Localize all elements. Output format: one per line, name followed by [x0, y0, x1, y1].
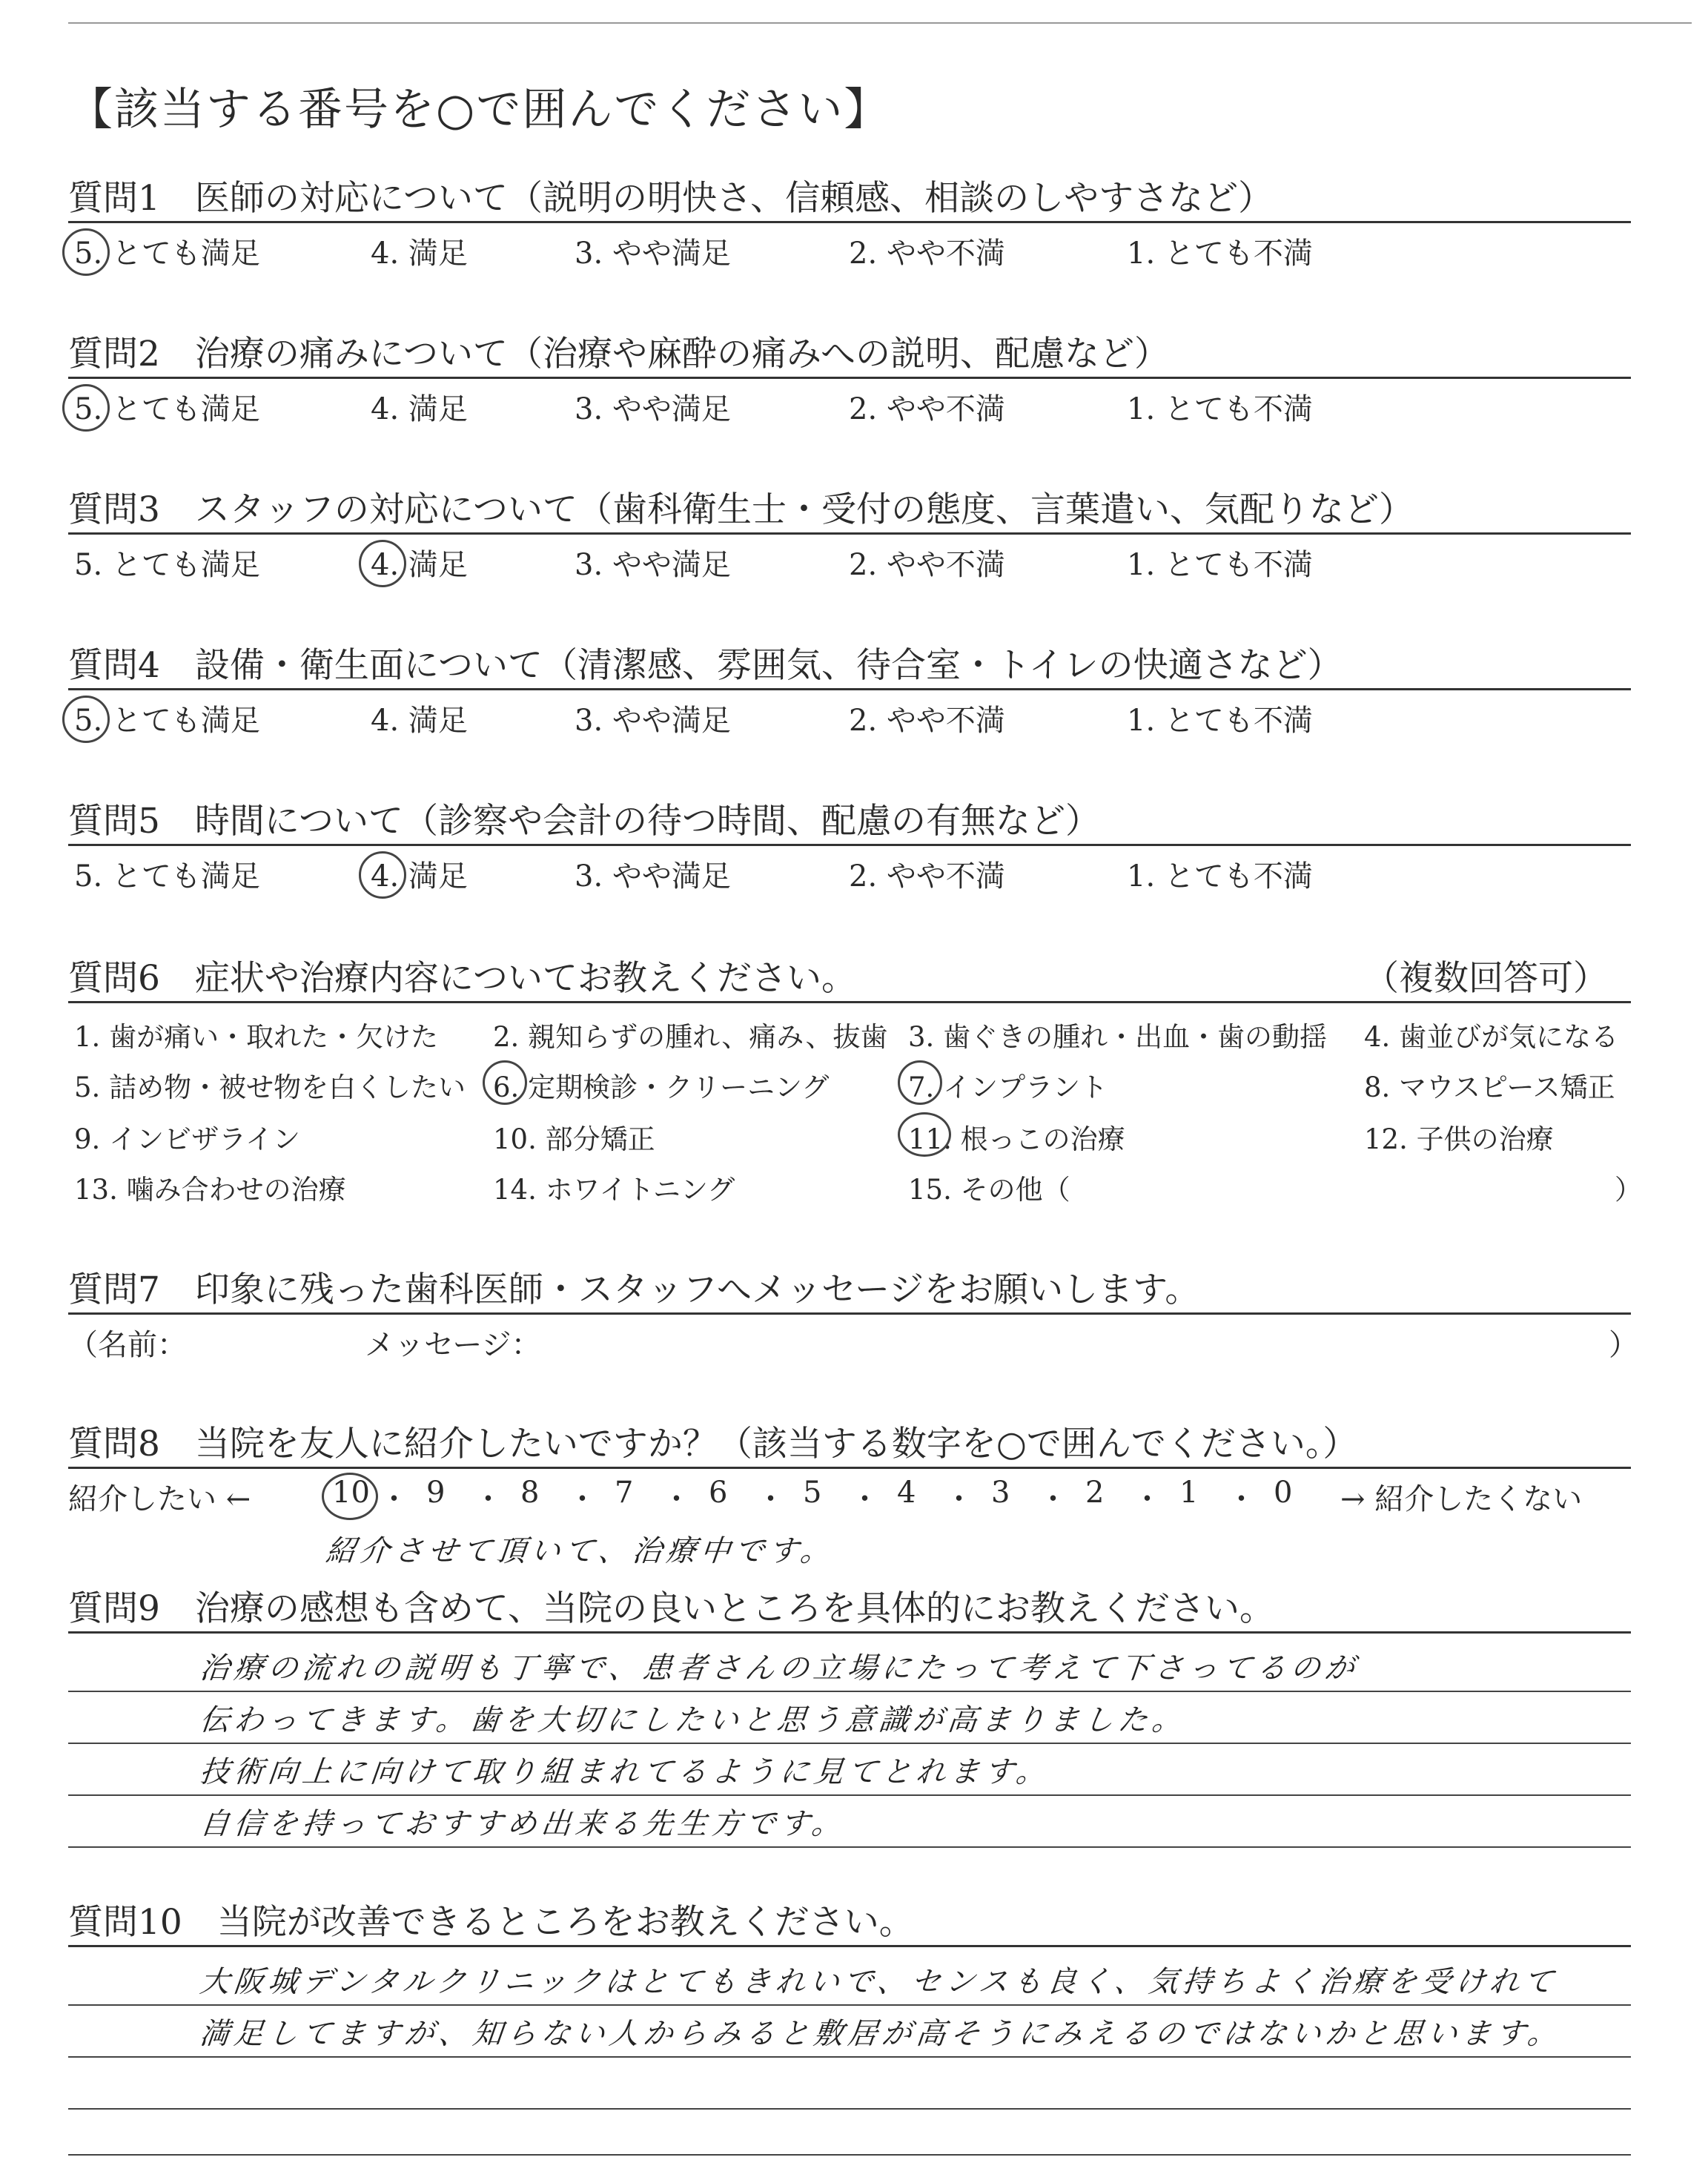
answer-ruled-line [68, 2154, 1631, 2156]
question-2-option-3[interactable]: 3. やや満足 [575, 392, 731, 426]
answer-ruled-line [68, 2004, 1631, 2006]
q8-scale-separator: ・ [850, 1482, 880, 1516]
question-3-option-4[interactable]: 4. 満足 [371, 548, 468, 582]
q6-option-14[interactable]: 14. ホワイトニング [493, 1174, 735, 1206]
q6-option-10[interactable]: 10. 部分矯正 [493, 1123, 655, 1155]
q8-scale-4[interactable]: 4 [897, 1476, 916, 1510]
q7-close: ） [1609, 1328, 1638, 1362]
q6-option-6[interactable]: 6. 定期検診・クリーニング [493, 1071, 830, 1103]
question-5-rule [68, 844, 1631, 846]
question-3-label: 質問3 スタッフの対応について（歯科衛生士・受付の態度、言葉遣い、気配りなど） [68, 489, 1414, 530]
question-4-option-3[interactable]: 3. やや満足 [575, 704, 731, 738]
q8-scale-2[interactable]: 2 [1085, 1476, 1105, 1510]
selection-circle [898, 1060, 942, 1105]
question-1-option-5[interactable]: 5. とても満足 [74, 237, 260, 271]
q6-option-5[interactable]: 5. 詰め物・被せ物を白くしたい [74, 1071, 466, 1103]
q7-rule [68, 1312, 1631, 1315]
q8-scale-5[interactable]: 5 [803, 1476, 822, 1510]
q8-scale-7[interactable]: 7 [615, 1476, 634, 1510]
question-5-option-1[interactable]: 1. とても不満 [1127, 859, 1313, 894]
question-1-option-3[interactable]: 3. やや満足 [575, 237, 731, 271]
question-4-rule [68, 688, 1631, 690]
q8-scale-3[interactable]: 3 [991, 1476, 1010, 1510]
q8-scale-separator: ・ [944, 1482, 974, 1516]
q6-option-7[interactable]: 7. インプラント [908, 1071, 1108, 1103]
question-2-option-4[interactable]: 4. 満足 [371, 392, 468, 426]
answer-ruled-line [68, 1743, 1631, 1744]
q9-rule [68, 1631, 1631, 1634]
q7-label: 質問7 印象に残った歯科医師・スタッフへメッセージをお願いします。 [68, 1269, 1200, 1310]
question-1-option-2[interactable]: 2. やや不満 [849, 237, 1005, 271]
question-4-option-5[interactable]: 5. とても満足 [74, 704, 260, 738]
q8-scale-separator: ・ [1038, 1482, 1068, 1516]
question-5-option-2[interactable]: 2. やや不満 [849, 859, 1005, 894]
question-4-option-4[interactable]: 4. 満足 [371, 704, 468, 738]
q8-handwritten: 紹介させて頂いて、治療中です。 [324, 1534, 837, 1568]
question-5-option-3[interactable]: 3. やや満足 [575, 859, 731, 894]
q10-label: 質問10 当院が改善できるところをお教えください。 [68, 1902, 914, 1943]
question-1-label: 質問1 医師の対応について（説明の明快さ、信頼感、相談のしやすさなど） [68, 178, 1274, 219]
answer-ruled-line [68, 2056, 1631, 2058]
q6-option-1[interactable]: 1. 歯が痛い・取れた・欠けた [74, 1021, 439, 1053]
question-2-rule [68, 377, 1631, 379]
q6-label: 質問6 症状や治療内容についてお教えください。 [68, 958, 856, 999]
q8-scale-separator: ・ [1226, 1482, 1257, 1516]
q6-option-13[interactable]: 13. 噛み合わせの治療 [74, 1174, 346, 1206]
q8-label: 質問8 当院を友人に紹介したいですか？（該当する数字を○で囲んでください。） [68, 1424, 1358, 1464]
question-1-rule [68, 221, 1631, 223]
q9-handwritten-line: 治療の流れの説明も丁寧で、患者さんの立場にたって考えて下さってるのが [198, 1651, 1361, 1685]
q9-handwritten-line: 伝わってきます。歯を大切にしたいと思う意識が高まりました。 [198, 1703, 1188, 1737]
q8-scale-6[interactable]: 6 [709, 1476, 728, 1510]
selection-circle [62, 228, 110, 276]
question-5-option-4[interactable]: 4. 満足 [371, 859, 468, 894]
q9-label: 質問9 治療の感想も含めて、当院の良いところを具体的にお教えください。 [68, 1588, 1274, 1629]
q8-scale-separator: ・ [379, 1482, 409, 1516]
q8-scale-separator: ・ [661, 1482, 692, 1516]
q8-scale-separator: ・ [567, 1482, 598, 1516]
selection-circle [62, 696, 110, 743]
q6-option-15[interactable]: 15. その他（ [908, 1174, 1070, 1206]
question-2-option-5[interactable]: 5. とても満足 [74, 392, 260, 426]
question-2-option-2[interactable]: 2. やや不満 [849, 392, 1005, 426]
q6-option-4[interactable]: 4. 歯並びが気になる [1364, 1021, 1619, 1053]
answer-ruled-line [68, 1846, 1631, 1848]
question-4-label: 質問4 設備・衛生面について（清潔感、雰囲気、待合室・トイレの快適さなど） [68, 645, 1343, 686]
question-3-option-1[interactable]: 1. とても不満 [1127, 548, 1313, 582]
question-3-option-5[interactable]: 5. とても満足 [74, 548, 260, 582]
q9-handwritten-line: 自信を持っておすすめ出来る先生方です。 [198, 1807, 848, 1841]
answer-ruled-line [68, 1691, 1631, 1692]
scan-top-edge [68, 22, 1692, 24]
q8-scale-10[interactable]: 10 [332, 1476, 370, 1510]
q8-rule [68, 1467, 1631, 1469]
selection-circle [359, 540, 406, 587]
q8-scale-0[interactable]: 0 [1274, 1476, 1293, 1510]
answer-ruled-line [68, 1794, 1631, 1796]
selection-circle [322, 1473, 378, 1520]
question-1-option-4[interactable]: 4. 満足 [371, 237, 468, 271]
page-title: 【該当する番号を○で囲んでください】 [68, 84, 890, 136]
selection-circle [359, 851, 406, 899]
q8-right-label: → 紹介したくない [1340, 1482, 1583, 1516]
q6-option-2[interactable]: 2. 親知らずの腫れ、痛み、抜歯 [493, 1021, 888, 1053]
q9-handwritten-line: 技術向上に向けて取り組まれてるように見てとれます。 [198, 1755, 1052, 1789]
q6-option-3[interactable]: 3. 歯ぐきの腫れ・出血・歯の動揺 [908, 1021, 1328, 1053]
question-4-option-2[interactable]: 2. やや不満 [849, 704, 1005, 738]
q8-scale-separator: ・ [473, 1482, 503, 1516]
q6-note: （複数回答可） [1364, 958, 1608, 999]
selection-circle [62, 384, 110, 432]
q6-other-close: ） [1615, 1174, 1642, 1206]
q8-scale-1[interactable]: 1 [1179, 1476, 1199, 1510]
q7-message-label: メッセージ： [365, 1328, 541, 1362]
question-5-label: 質問5 時間について（診察や会計の待つ時間、配慮の有無など） [68, 801, 1100, 842]
q6-option-8[interactable]: 8. マウスピース矯正 [1364, 1071, 1615, 1103]
q6-option-12[interactable]: 12. 子供の治療 [1364, 1123, 1554, 1155]
question-3-option-3[interactable]: 3. やや満足 [575, 548, 731, 582]
q10-handwritten-line: 満足してますが、知らない人からみると敷居が高そうにみえるのではないかと思います。 [198, 2017, 1563, 2051]
q6-option-9[interactable]: 9. インビザライン [74, 1123, 300, 1155]
q10-handwritten-line: 大阪城デンタルクリニックはとてもきれいで、センスも良く、気持ちよく治療を受けれて [198, 1965, 1560, 1999]
question-3-option-2[interactable]: 2. やや不満 [849, 548, 1005, 582]
q8-scale-8[interactable]: 8 [520, 1476, 540, 1510]
selection-circle [483, 1060, 527, 1105]
q6-rule [68, 1001, 1631, 1003]
q10-rule [68, 1945, 1631, 1947]
answer-ruled-line [68, 2108, 1631, 2110]
q7-name-label: （名前： [68, 1328, 187, 1362]
question-3-rule [68, 532, 1631, 535]
question-2-label: 質問2 治療の痛みについて（治療や麻酔の痛みへの説明、配慮など） [68, 334, 1170, 374]
q8-left-label: 紹介したい ← [68, 1482, 251, 1516]
question-5-option-5[interactable]: 5. とても満足 [74, 859, 260, 894]
q8-scale-separator: ・ [1132, 1482, 1162, 1516]
q6-option-11[interactable]: 11. 根っこの治療 [908, 1123, 1125, 1155]
q8-scale-separator: ・ [755, 1482, 786, 1516]
question-1-option-1[interactable]: 1. とても不満 [1127, 237, 1313, 271]
question-2-option-1[interactable]: 1. とても不満 [1127, 392, 1313, 426]
selection-circle [898, 1112, 951, 1157]
q8-scale-9[interactable]: 9 [426, 1476, 446, 1510]
question-4-option-1[interactable]: 1. とても不満 [1127, 704, 1313, 738]
